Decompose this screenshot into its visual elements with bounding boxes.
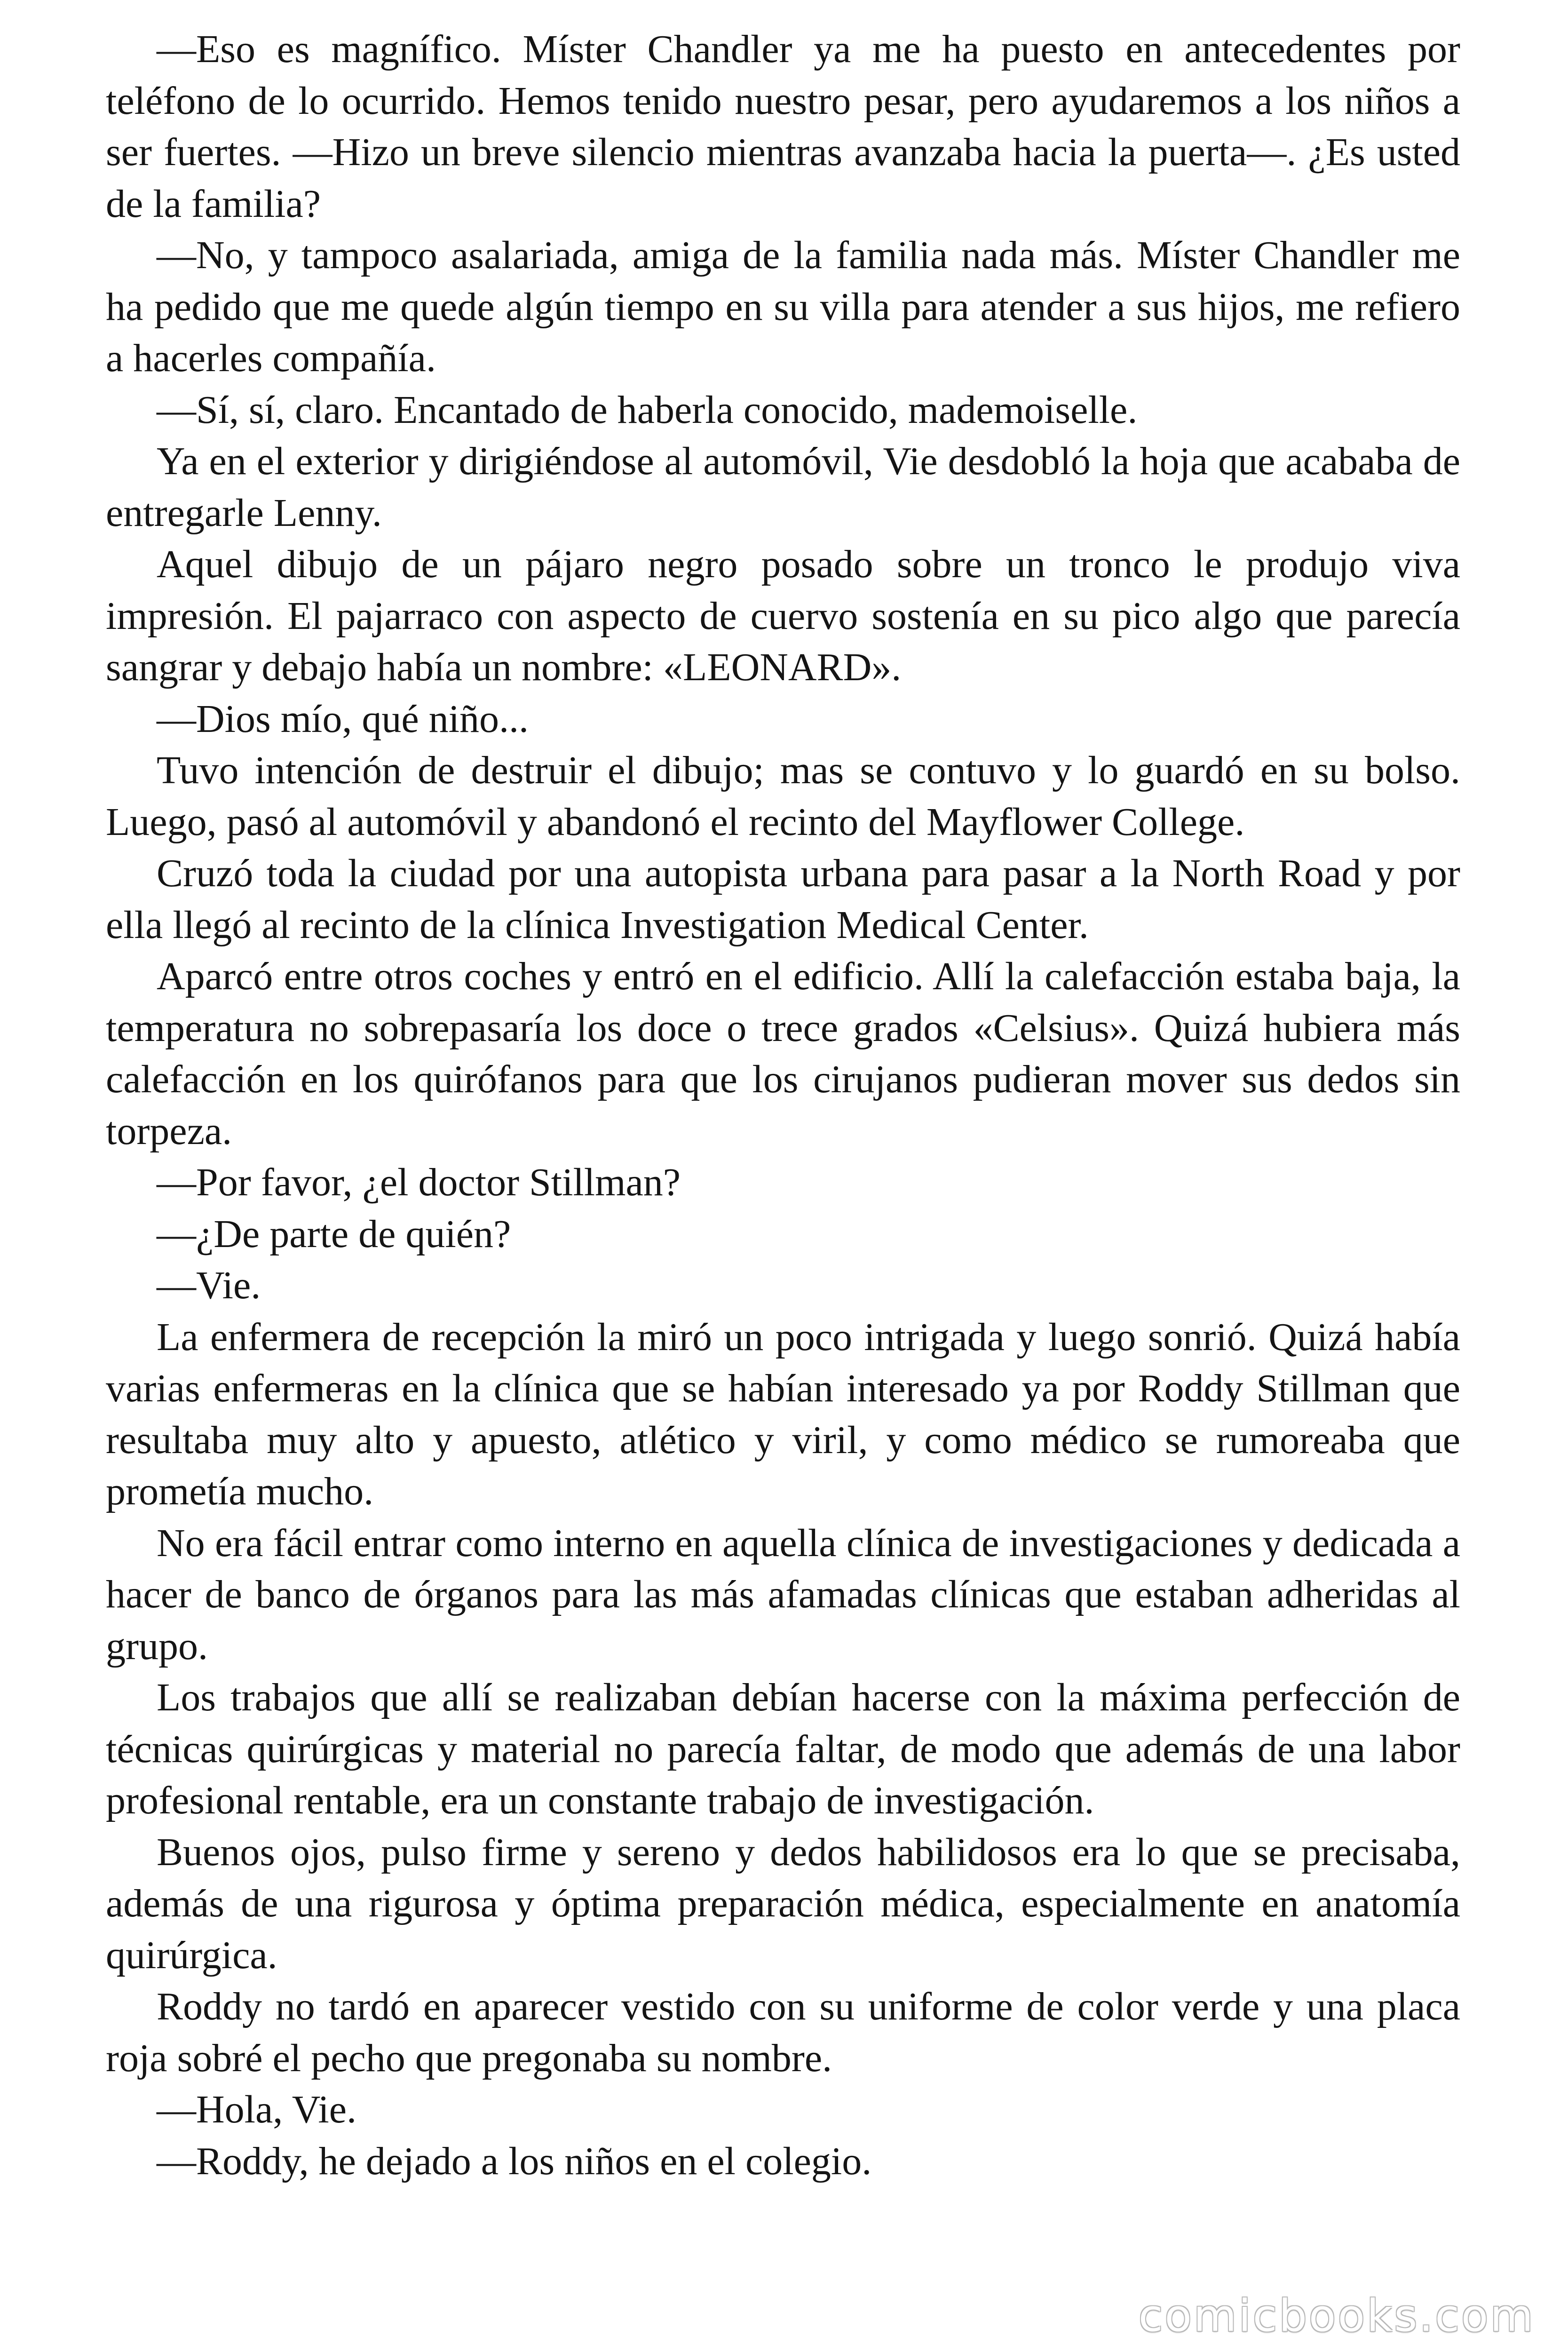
paragraph: Buenos ojos, pulso firme y sereno y dedos habilidosos era lo que se precisaba, además de una rigurosa y óptima preparación médica, especialmente en anatomía quirúrgica. (106, 1830, 1460, 1977)
paragraph: —Roddy, he dejado a los niños en el colegio. (157, 2139, 872, 2183)
paragraph: —No, y tampoco asalariada, amiga de la familia nada más. Míster Chandler me ha pedido que me quede algún tiempo en su villa para atender a sus hijos, me refiero a hacerles compañía. (106, 233, 1460, 380)
paragraph: Los trabajos que allí se realizaban debían hacerse con la máxima perfección de técnicas quirúrgicas y material no parecía faltar, de modo que además de una labor profesional rentable, era un constante trabajo de investigación. (106, 1676, 1460, 1822)
paragraph: No era fácil entrar como interno en aquella clínica de investigaciones y dedicada a hacer de banco de órganos para las más afamadas clínicas que estaban adheridas al grupo. (106, 1521, 1460, 1668)
paragraph: —Hola, Vie. (157, 2088, 357, 2131)
paragraph: Aparcó entre otros coches y entró en el edificio. Allí la calefacción estaba baja, la temperatura no sobrepasaría los doce o trece grados «Celsius». Quizá hubiera más calefacción en los quirófanos para que los cirujanos pudieran mover sus dedos sin torpeza. (106, 954, 1460, 1153)
paragraph: —Eso es magnífico. Míster Chandler ya me ha puesto en antecedentes por teléfono de lo ocurrido. Hemos tenido nuestro pesar, pero ayudaremos a los niños a ser fuertes. —Hizo un breve silencio mientras avanzaba hacia la puerta—. ¿Es usted de la familia? (106, 27, 1460, 226)
watermark: comicbooks.com (1138, 2290, 1535, 2342)
paragraph: Roddy no tardó en aparecer vestido con su uniforme de color verde y una placa roja sobré el pecho que pregonaba su nombre. (106, 1985, 1460, 2080)
paragraph: La enfermera de recepción la miró un poco intrigada y luego sonrió. Quizá había varias enfermeras en la clínica que se habían interesado ya por Roddy Stillman que resultaba muy alto y apuesto, atlético y viril, y como médico se rumoreaba que prometía mucho. (106, 1315, 1460, 1513)
paragraph: —Dios mío, qué niño... (157, 697, 529, 741)
paragraph: Tuvo intención de destruir el dibujo; mas se contuvo y lo guardó en su bolso. Luego, pasó al automóvil y abandonó el recinto del Mayflower College. (106, 748, 1460, 844)
paragraph: —Sí, sí, claro. Encantado de haberla conocido, mademoiselle. (157, 388, 1138, 432)
paragraph: Cruzó toda la ciudad por una autopista urbana para pasar a la North Road y por ella llegó al recinto de la clínica Investigation Medical Center. (106, 851, 1460, 947)
paragraph: —¿De parte de quién? (157, 1212, 511, 1256)
text-body (106, 24, 1460, 2187)
paragraph: Aquel dibujo de un pájaro negro posado sobre un tronco le produjo viva impresión. El pajarraco con aspecto de cuervo sostenía en su pico algo que parecía sangrar y debajo había un nombre: «LEONARD». (106, 542, 1460, 689)
paragraph: —Vie. (157, 1263, 261, 1307)
paragraph: —Por favor, ¿el doctor Stillman? (157, 1160, 681, 1204)
paragraph: Ya en el exterior y dirigiéndose al automóvil, Vie desdobló la hoja que acababa de entregarle Lenny. (106, 439, 1460, 535)
